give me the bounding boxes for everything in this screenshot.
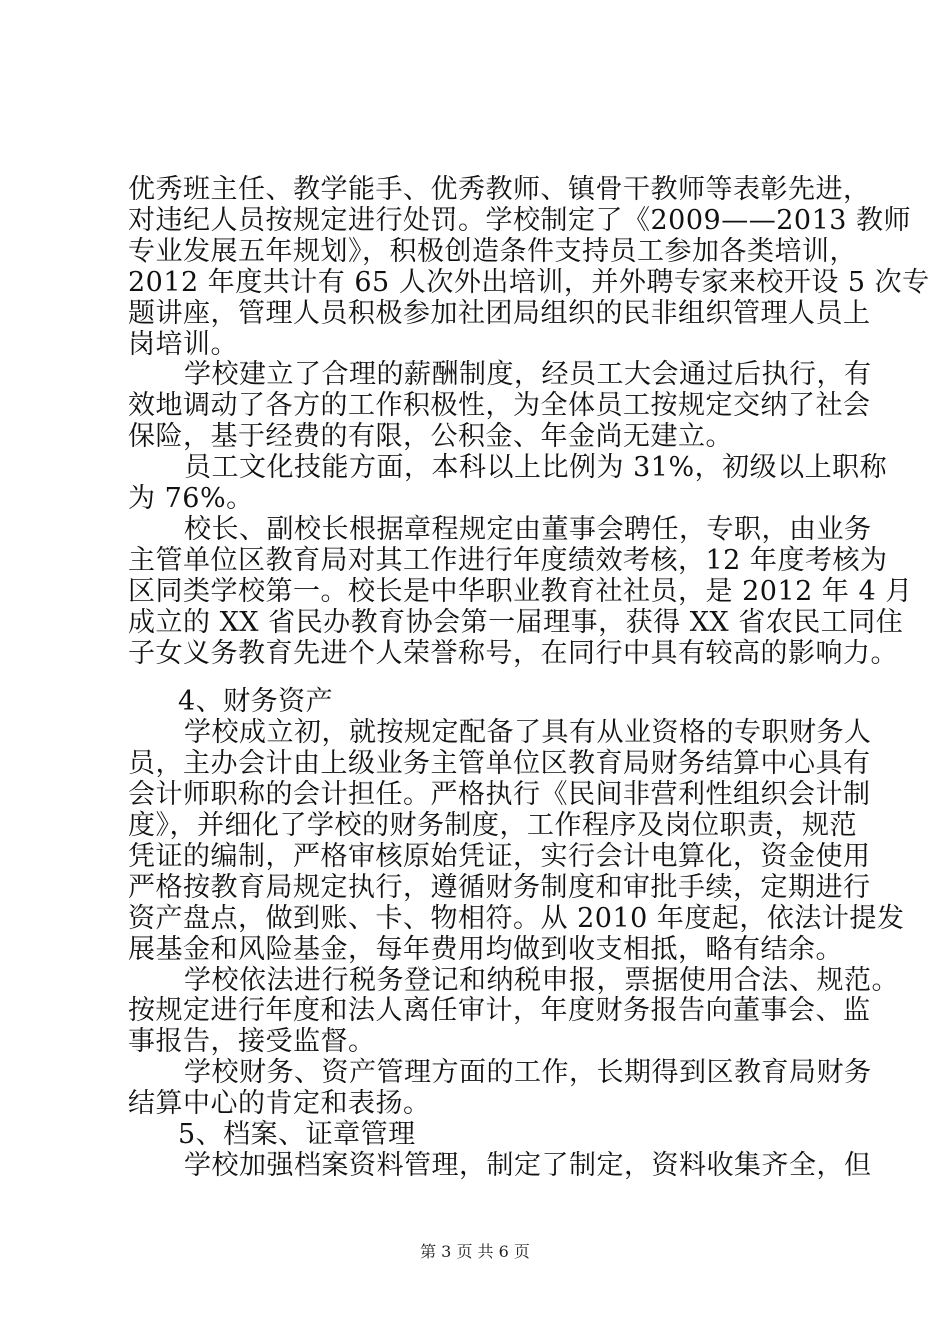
text-line: 会计师职称的会计担任。严格执行《民间非营利性组织会计制	[128, 779, 871, 810]
text-line: 度》，并细化了学校的财务制度，工作程序及岗位职责，规范	[128, 810, 857, 841]
text-line: 严格按教育局规定执行，遵循财务制度和审批手续，定期进行	[128, 872, 871, 903]
text-line: 主管单位区教育局对其工作进行年度绩效考核，12 年度考核为	[128, 545, 888, 576]
text-line: 按规定进行年度和法人离任审计，年度财务报告向董事会、监	[128, 995, 871, 1026]
text-line: 校长、副校长根据章程规定由董事会聘任，专职，由业务	[184, 514, 872, 545]
text-line: 学校依法进行税务登记和纳税申报，票据使用合法、规范。	[184, 965, 899, 996]
text-line: 题讲座，管理人员积极参加社团局组织的民非组织管理人员上	[128, 298, 871, 329]
text-line: 区同类学校第一。校长是中华职业教育社社员，是 2012 年 4 月	[128, 576, 913, 607]
text-line: 学校建立了合理的薪酬制度，经员工大会通过后执行，有	[184, 359, 872, 390]
text-line: 学校成立初，就按规定配备了具有从业资格的专职财务人	[184, 717, 872, 748]
text-line: 凭证的编制，严格审核原始凭证，实行会计电算化，资金使用	[128, 841, 871, 872]
text-line: 学校财务、资产管理方面的工作，长期得到区教育局财务	[184, 1057, 872, 1088]
text-line: 展基金和风险基金，每年费用均做到收支相抵，略有结余。	[128, 934, 843, 965]
text-line: 效地调动了各方的工作积极性，为全体员工按规定交纳了社会	[128, 390, 871, 421]
text-line: 子女义务教育先进个人荣誉称号，在同行中具有较高的影响力。	[128, 638, 898, 669]
text-line: 结算中心的肯定和表扬。	[128, 1088, 431, 1119]
text-line: 保险，基于经费的有限，公积金、年金尚无建立。	[128, 421, 733, 452]
text-line: 对违纪人员按规定进行处罚。学校制定了《2009——2013 教师	[128, 205, 912, 236]
text-line: 为 76%。	[128, 483, 254, 514]
section-heading: 4、财务资产	[178, 686, 334, 717]
text-line: 员工文化技能方面，本科以上比例为 31%，初级以上职称	[184, 452, 888, 483]
text-line: 岗培训。	[128, 329, 238, 360]
text-line: 成立的 XX 省民办教育协会第一届理事，获得 XX 省农民工同住	[128, 607, 904, 638]
section-heading: 5、档案、证章管理	[178, 1119, 416, 1150]
text-line: 员，主办会计由上级业务主管单位区教育局财务结算中心具有	[128, 748, 871, 779]
text-line: 专业发展五年规划》，积极创造条件支持员工参加各类培训，	[128, 236, 857, 267]
text-line: 优秀班主任、教学能手、优秀教师、镇骨干教师等表彰先进，	[128, 174, 871, 205]
text-line: 资产盘点，做到账、卡、物相符。从 2010 年度起，依法计提发	[128, 903, 905, 934]
page-footer: 第 3 页 共 6 页	[420, 1242, 530, 1261]
text-line: 学校加强档案资料管理，制定了制定，资料收集齐全，但	[184, 1150, 872, 1181]
text-line: 事报告，接受监督。	[128, 1026, 376, 1057]
text-line: 2012 年度共计有 65 人次外出培训，并外聘专家来校开设 5 次专	[128, 267, 930, 298]
